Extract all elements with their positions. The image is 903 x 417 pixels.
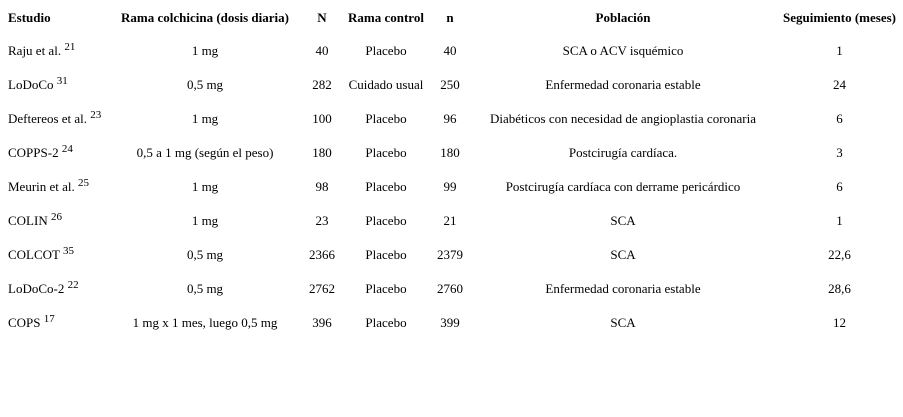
n-cell: 99 (443, 179, 457, 194)
n-cell: 40 (443, 43, 457, 58)
N-cell: 2762 (309, 281, 335, 296)
dose-cell: 0,5 a 1 mg (según el peso) (136, 145, 274, 160)
study-cell (0, 34, 108, 68)
table-row (0, 306, 903, 340)
dose-cell: 1 mg (191, 43, 219, 58)
reference-number: 26 (50, 211, 62, 223)
study-cell (0, 204, 108, 238)
n-cell: 96 (443, 111, 457, 126)
dose-cell: 1 mg x 1 mes, luego 0,5 mg (132, 315, 278, 330)
followup-cell: 1 (836, 213, 843, 228)
reference-number: 22 (67, 279, 79, 291)
followup-cell: 12 (833, 315, 846, 330)
header-poblacion: Población (595, 10, 651, 25)
table-row (0, 272, 903, 306)
control-cell: Placebo (365, 43, 407, 58)
N-cell: 396 (312, 315, 332, 330)
table-row (0, 136, 903, 170)
study-name: COPS (8, 315, 41, 330)
N-cell: 2366 (309, 247, 335, 262)
control-cell: Placebo (365, 213, 407, 228)
dose-cell: 1 mg (191, 111, 219, 126)
header-seguimiento: Seguimiento (meses) (782, 10, 896, 25)
study-name: LoDoCo-2 (8, 281, 65, 296)
study-name: LoDoCo (8, 77, 54, 92)
study-cell (0, 170, 108, 204)
followup-cell: 28,6 (828, 281, 851, 296)
population-cell: Postcirugía cardíaca con derrame pericárdico (505, 179, 741, 194)
control-cell: Placebo (365, 145, 407, 160)
N-cell: 40 (315, 43, 329, 58)
study-name: COLCOT (8, 247, 60, 262)
population-cell: SCA (610, 315, 636, 330)
control-cell: Placebo (365, 247, 407, 262)
reference-number: 25 (78, 177, 90, 189)
table-row (0, 238, 903, 272)
header-estudio: Estudio (8, 10, 51, 25)
followup-cell: 22,6 (828, 247, 851, 262)
dose-cell: 1 mg (191, 213, 219, 228)
followup-cell: 24 (833, 77, 846, 92)
n-cell: 2379 (437, 247, 463, 262)
followup-cell: 6 (836, 179, 843, 194)
followup-cell: 6 (836, 111, 843, 126)
study-cell (0, 68, 108, 102)
header-n: n (446, 10, 454, 25)
reference-number: 35 (63, 245, 75, 257)
control-cell: Placebo (365, 315, 407, 330)
header-rama-colchicina: Rama colchicina (dosis diaria) (121, 10, 289, 25)
table-row (0, 170, 903, 204)
header-N: N (317, 10, 327, 25)
study-cell (0, 238, 108, 272)
population-cell: SCA (610, 213, 636, 228)
dose-cell: 0,5 mg (186, 247, 224, 262)
population-cell: SCA o ACV isquémico (562, 43, 684, 58)
study-name: COPPS-2 (8, 145, 59, 160)
reference-number: 17 (43, 313, 55, 325)
control-cell: Cuidado usual (348, 77, 424, 92)
population-cell: Enfermedad coronaria estable (545, 77, 701, 92)
table-row (0, 34, 903, 68)
study-name: COLIN (8, 213, 48, 228)
header-row (0, 2, 903, 34)
N-cell: 100 (312, 111, 332, 126)
control-cell: Placebo (365, 281, 407, 296)
N-cell: 23 (315, 213, 329, 228)
control-cell: Placebo (365, 179, 407, 194)
followup-cell: 3 (836, 145, 843, 160)
study-cell (0, 136, 108, 170)
followup-cell: 1 (836, 43, 843, 58)
dose-cell: 1 mg (191, 179, 219, 194)
study-cell (0, 306, 108, 340)
reference-number: 23 (90, 109, 102, 121)
control-cell: Placebo (365, 111, 407, 126)
population-cell: SCA (610, 247, 636, 262)
table-row (0, 102, 903, 136)
population-cell: Postcirugía cardíaca. (568, 145, 678, 160)
dose-cell: 0,5 mg (186, 77, 224, 92)
study-name: Raju et al. (8, 43, 62, 58)
study-name: Meurin et al. (8, 179, 75, 194)
reference-number: 21 (64, 41, 76, 53)
table-row (0, 68, 903, 102)
header-rama-control: Rama control (348, 10, 424, 25)
N-cell: 180 (312, 145, 332, 160)
table-row (0, 204, 903, 238)
colchicine-trials-table (0, 2, 903, 340)
study-cell (0, 102, 108, 136)
reference-number: 24 (61, 143, 73, 155)
N-cell: 98 (315, 179, 329, 194)
study-name: Deftereos et al. (8, 111, 88, 126)
n-cell: 2760 (437, 281, 463, 296)
n-cell: 21 (443, 213, 457, 228)
n-cell: 250 (440, 77, 460, 92)
population-cell: Enfermedad coronaria estable (545, 281, 701, 296)
dose-cell: 0,5 mg (186, 281, 224, 296)
reference-number: 31 (56, 75, 68, 87)
n-cell: 180 (440, 145, 460, 160)
population-cell: Diabéticos con necesidad de angioplastia coronaria (489, 111, 757, 126)
study-cell (0, 272, 108, 306)
n-cell: 399 (440, 315, 460, 330)
N-cell: 282 (312, 77, 332, 92)
